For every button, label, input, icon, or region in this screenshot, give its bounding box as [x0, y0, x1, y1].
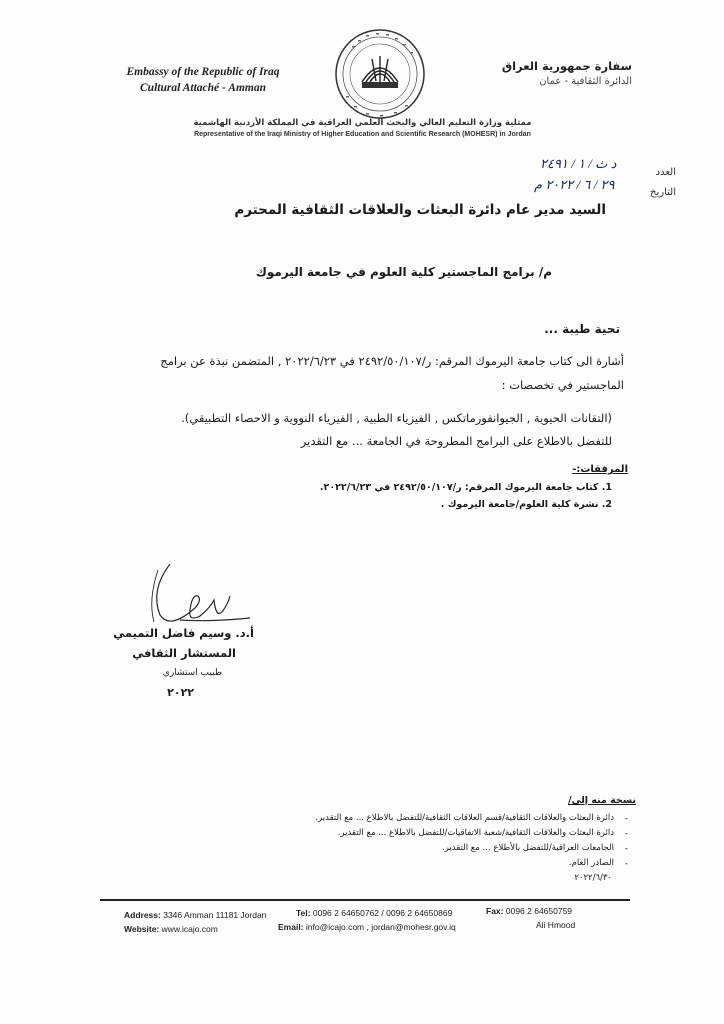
copy-bullet: - [624, 859, 628, 869]
copy-bullet: - [624, 844, 628, 854]
body-paragraph-1-line-1: أشارة الى كتاب جامعة اليرموك المرقم: ر/٢٤٩٢/٥٠/١٠٧ في ٢٠٢٢/٦/٢٣ , المتضمن نبذة عن برامج [160, 354, 624, 368]
typist-name: Ali Hmood [536, 920, 576, 930]
address-label: Address: [124, 910, 161, 920]
greeting: تحية طيبة ... [544, 322, 620, 336]
embassy-name-ar: سفارة جمهورية العراق [501, 59, 632, 73]
ministry-seal-icon [332, 26, 428, 122]
embassy-name-en: Embassy of the Republic of Iraq [126, 66, 280, 78]
copy-recipient: دائرة البعثات والعلاقات الثقافية/قسم العلاقات الثقافية/للتفضل بالاطلاع ... مع التقدير. [315, 813, 614, 823]
website-value[interactable]: www.icajo.com [161, 924, 218, 934]
body-paragraph-2: (التقانات الحيوية , الجيوانفورماتكس , الفيزياء الطبية , الفيزياء النووية و الاحصاء التطبيقي). [181, 411, 612, 425]
representative-ar: ممثلية وزارة التعليم العالي والبحث العلمي العراقية في المملكة الأردنية الهاشمية [193, 118, 532, 128]
email-value[interactable]: info@icajo.com , jordan@mohesr.gov.iq [305, 922, 456, 932]
copy-bullet: - [624, 829, 628, 839]
footer-address [124, 910, 266, 920]
english-letterhead [118, 64, 288, 96]
footer-tel [296, 908, 452, 918]
attachment-item: 2. نشرة كلية العلوم/جامعة اليرموك . [440, 499, 612, 510]
signatory-title: المستشار الثقافي [132, 646, 236, 660]
footer-fax [486, 906, 572, 916]
number-value: د ث / ١ / ٢٤٩١ [540, 156, 617, 171]
website-label: Website: [124, 924, 160, 934]
body-paragraph-1-line-2: الماجستير في تخصصات : [501, 378, 624, 392]
signatory-note: طبيب استشاري [162, 668, 222, 678]
copy-bullet: - [624, 814, 628, 824]
footer-divider [100, 899, 630, 901]
date-value: ٢٩ / ٦ / ٢٠٢٢ م [534, 177, 615, 192]
fax-value: 0096 2 64650759 [505, 906, 573, 916]
representative-en: Representative of the Iraqi Ministry of Higher Education and Scientific Research (MOHESR) in Jordan [194, 131, 531, 138]
addressee: السيد مدير عام دائرة البعثات والعلاقات الثقافية المحترم [234, 202, 606, 218]
subject-line: م/ برامج الماجستير كلية العلوم في جامعة اليرموك [255, 265, 552, 279]
cultural-attache-en: Cultural Attaché - Amman [140, 82, 266, 94]
date-label: التاريخ [650, 187, 676, 198]
email-label: Email: [278, 922, 304, 932]
attachment-item: 1. كتاب جامعة اليرموك المرقم: ر/٢٤٩٢/٥٠/١٠٧ في ٢٠٢٢/٦/٢٣. [319, 482, 612, 493]
attachments-heading: المرفقات:- [572, 464, 628, 475]
number-row [656, 160, 676, 179]
copy-recipient: دائرة البعثات والعلاقات الثقافية/شعبة الاتفاقيات/للتفضل بالاطلاع ... مع التقدير. [337, 828, 614, 838]
tel-label: Tel: [296, 908, 311, 918]
address-value: 3346 Amman 11181 Jordan [163, 910, 267, 920]
copy-recipient: الصادر العام. [568, 858, 614, 868]
cultural-attache-ar: الدائرة الثقافية - عمان [539, 76, 632, 87]
body-paragraph-3: للتفضل بالاطلاع على البرامج المطروحة في الجامعة ... مع التقدير [300, 434, 612, 448]
copies-heading: نسخة منه إلى/ [568, 795, 636, 806]
footer-website [124, 924, 218, 934]
fax-label: Fax: [486, 906, 504, 916]
copies-date: ٢٠٢٢/٦/٣٠ [574, 873, 612, 883]
date-row [650, 180, 676, 199]
signature-year: ٢٠٢٢ [167, 686, 194, 699]
tel-value: 0096 2 64650762 / 0096 2 64650869 [312, 908, 453, 918]
footer-email [278, 922, 456, 932]
signatory-name: أ.د. وسيم فاضل التميمي [113, 626, 254, 640]
copy-recipient: الجامعات العراقية/للتفضل بالأطلاع ... مع التقدير. [442, 843, 614, 853]
arabic-letterhead [472, 58, 632, 90]
number-label: العدد [655, 167, 676, 178]
